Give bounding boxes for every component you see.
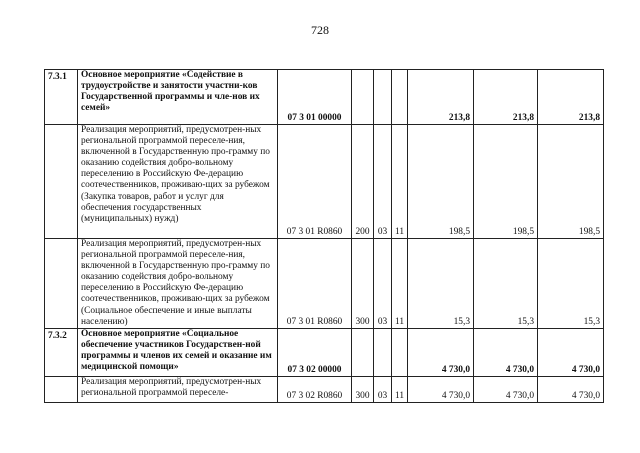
description-cell: Реализация мероприятий, предусмотрен-ных региональной программой переселе- (78, 376, 278, 402)
program-code-cell: 07 3 02 00000 (278, 328, 352, 376)
amount-cell-1: 198,5 (408, 125, 474, 239)
sub-activity-row (45, 239, 604, 329)
section-cell: 03 (374, 239, 392, 329)
row-number: 7.3.2 (45, 328, 78, 376)
budget-table (44, 69, 604, 403)
main-activity-row (45, 328, 604, 376)
amount-cell-3: 15,3 (538, 239, 604, 329)
program-code-cell: 07 3 01 R0860 (278, 239, 352, 329)
subsection-cell: 11 (392, 125, 408, 239)
section-cell: 03 (374, 376, 392, 402)
amount-cell-1: 4 730,0 (408, 328, 474, 376)
amount-cell-2: 4 730,0 (474, 376, 538, 402)
expense-type-cell: 200 (352, 125, 374, 239)
subsection-cell: 11 (392, 239, 408, 329)
amount-cell-1: 213,8 (408, 70, 474, 125)
section-cell (374, 328, 392, 376)
subsection-cell (392, 328, 408, 376)
description-cell: Реализация мероприятий, предусмотрен-ных региональной программой переселе-ния, включенной в Государственную про-грамму по оказанию содействия добро-вольному переселению в Российскую Фе-дерацию соотечественников, проживаю-щих за рубежом (Закупка товаров, работ и услуг для обеспечения государственных (муниципальных) нужд) (78, 125, 278, 239)
expense-type-cell (352, 328, 374, 376)
amount-cell-3: 4 730,0 (538, 376, 604, 402)
sub-activity-row (45, 376, 604, 402)
subsection-cell: 11 (392, 376, 408, 402)
amount-cell-3: 4 730,0 (538, 328, 604, 376)
amount-cell-2: 213,8 (474, 70, 538, 125)
row-number (45, 239, 78, 329)
amount-cell-2: 198,5 (474, 125, 538, 239)
amount-cell-1: 15,3 (408, 239, 474, 329)
amount-cell-3: 213,8 (538, 70, 604, 125)
main-activity-row (45, 70, 604, 125)
row-number: 7.3.1 (45, 70, 78, 125)
row-number (45, 376, 78, 402)
description-cell: Основное мероприятие «Социальное обеспечение участников Государствен-ной программы и членов их семей и оказание им медицинской помощи» (78, 328, 278, 376)
row-number (45, 125, 78, 239)
amount-cell-3: 198,5 (538, 125, 604, 239)
program-code-cell: 07 3 01 00000 (278, 70, 352, 125)
program-code-cell: 07 3 02 R0860 (278, 376, 352, 402)
amount-cell-2: 15,3 (474, 239, 538, 329)
description-cell: Реализация мероприятий, предусмотрен-ных региональной программой переселе-ния, включенной в Государственную про-грамму по оказанию содействия добро-вольному переселению в Российскую Фе-дерацию соотечественников, проживаю-щих за рубежом (Социальное обеспечение и иные выплаты населению) (78, 239, 278, 329)
expense-type-cell (352, 70, 374, 125)
amount-cell-1: 4 730,0 (408, 376, 474, 402)
sub-activity-row (45, 125, 604, 239)
expense-type-cell: 300 (352, 376, 374, 402)
expense-type-cell: 300 (352, 239, 374, 329)
page-number: 728 (311, 23, 329, 37)
description-cell: Основное мероприятие «Содействие в трудоустройстве и занятости участни-ков Государственной программы и чле-нов их семей» (78, 70, 278, 125)
amount-cell-2: 4 730,0 (474, 328, 538, 376)
subsection-cell (392, 70, 408, 125)
program-code-cell: 07 3 01 R0860 (278, 125, 352, 239)
section-cell: 03 (374, 125, 392, 239)
section-cell (374, 70, 392, 125)
